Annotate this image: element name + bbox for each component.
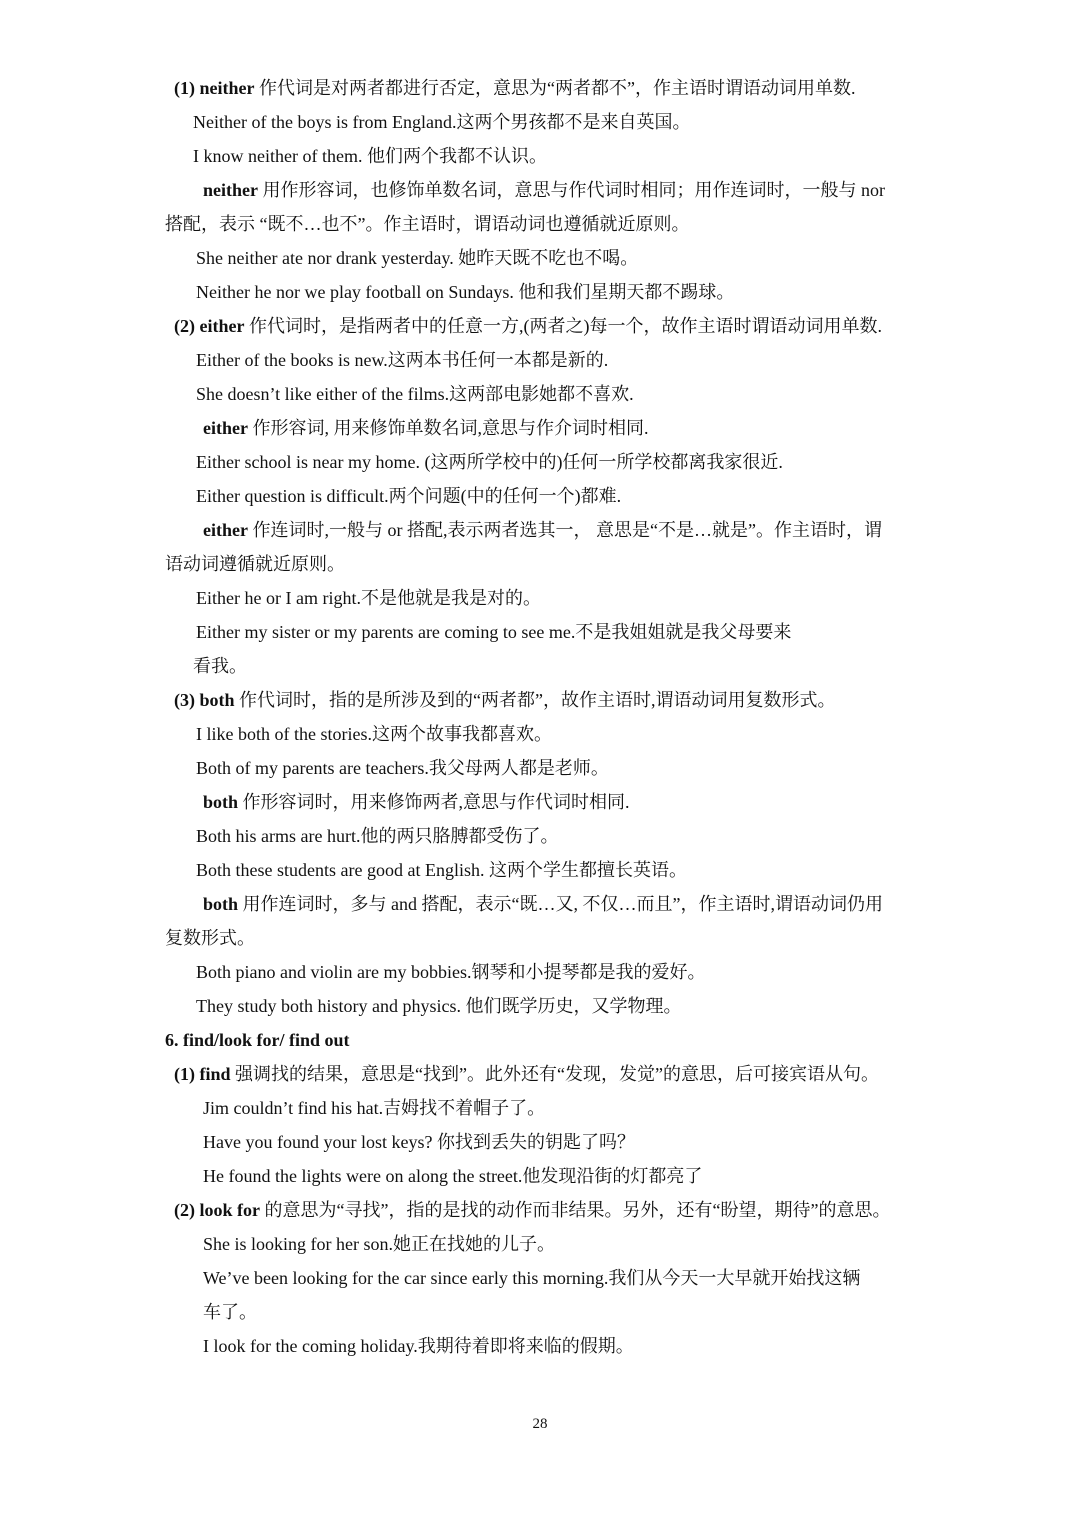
example-sentence: Neither of the boys is from England.这两个男孩都不是来自英国。 [193, 112, 691, 132]
neither-term: neither [203, 180, 258, 200]
example-sentence: They study both history and physics. 他们既学历史，又学物理。 [196, 996, 682, 1016]
rule-text: 作代词是对两者都进行否定，意思为“两者都不”，作主语时谓语动词用单数. [254, 78, 856, 98]
example-sentence: Have you found your lost keys? 你找到丢失的钥匙了吗？ [203, 1132, 635, 1152]
example-continuation: 看我。 [193, 656, 247, 676]
both-pronoun-rule [174, 688, 836, 712]
example-sentence: Both of my parents are teachers.我父母两人都是老师。 [196, 758, 609, 778]
section-heading: 6. find/look for/ find out [165, 1030, 350, 1050]
rule-text: 作形容词, 用来修饰单数名词,意思与作介词时相同. [247, 418, 649, 438]
rule-continuation: 复数形式。 [165, 928, 255, 948]
rule-text: 强调找的结果，意思是“找到”。此外还有“发现，发觉”的意思，后可接宾语从句。 [230, 1064, 879, 1084]
rule-text: 作形容词时，用来修饰两者,意思与作代词时相同. [238, 792, 630, 812]
look-for-rule [174, 1198, 890, 1222]
find-term: (1) find [174, 1064, 231, 1084]
example-sentence: She neither ate nor drank yesterday. 她昨天既不吃也不喝。 [196, 248, 639, 268]
both-term: both [203, 792, 239, 812]
both-adjective-rule [203, 790, 630, 814]
example-sentence: I look for the coming holiday.我期待着即将来临的假期。 [203, 1336, 634, 1356]
example-sentence: He found the lights were on along the street.他发现沿街的灯都亮了 [203, 1166, 703, 1186]
example-sentence: She is looking for her son.她正在找她的儿子。 [203, 1234, 555, 1254]
either-adjective-rule [203, 416, 648, 440]
either-pronoun-rule [174, 314, 882, 338]
rule-continuation: 搭配，表示 “既不…也不”。作主语时，谓语动词也遵循就近原则。 [165, 214, 690, 234]
rule-text: 作代词时，是指两者中的任意一方,(两者之)每一个，故作主语时谓语动词用单数. [244, 316, 882, 336]
example-sentence: I know neither of them. 他们两个我都不认识。 [193, 146, 547, 166]
example-sentence: Either my sister or my parents are coming to see me.不是我姐姐就是我父母要来 [196, 622, 792, 642]
page-number: 28 [532, 1416, 548, 1432]
both-conjunction-rule [203, 892, 883, 916]
example-sentence: I like both of the stories.这两个故事我都喜欢。 [196, 724, 552, 744]
rule-text: 作连词时,一般与 or 搭配,表示两者选其一， 意思是“不是…就是”。作主语时，谓 [247, 520, 882, 540]
example-sentence: She doesn’t like either of the films.这两部电影她都不喜欢. [196, 384, 634, 404]
example-sentence: Either question is difficult.两个问题(中的任何一个)都难. [196, 486, 622, 506]
rule-continuation: 语动词遵循就近原则。 [165, 554, 345, 574]
either-term: either [203, 520, 248, 540]
neither-term: (1) neither [174, 78, 255, 98]
neither-adjective-rule [203, 178, 885, 202]
rule-text: 的意思为“寻找”，指的是找的动作而非结果。另外，还有“盼望，期待”的意思。 [259, 1200, 891, 1220]
look-for-term: (2) look for [174, 1200, 260, 1220]
rule-text: 用作连词时，多与 and 搭配，表示“既…又, 不仅…而且”，作主语时,谓语动词仍用 [238, 894, 883, 914]
example-sentence: Either school is near my home. (这两所学校中的)任何一所学校都离我家很近. [196, 452, 783, 472]
example-sentence: Either he or I am right.不是他就是我是对的。 [196, 588, 541, 608]
rule-text: 用作形容词，也修饰单数名词，意思与作代词时相同；用作连词时，一般与 nor [257, 180, 885, 200]
example-sentence: Both these students are good at English. 这两个学生都擅长英语。 [196, 860, 687, 880]
both-term: both [203, 894, 239, 914]
example-sentence: Both his arms are hurt.他的两只胳膊都受伤了。 [196, 826, 559, 846]
rule-text: 作代词时，指的是所涉及到的“两者都”，故作主语时,谓语动词用复数形式。 [234, 690, 836, 710]
either-conjunction-rule [203, 518, 882, 542]
example-sentence: Either of the books is new.这两本书任何一本都是新的. [196, 350, 609, 370]
either-term: either [203, 418, 248, 438]
example-continuation: 车了。 [203, 1302, 257, 1322]
example-sentence: Both piano and violin are my bobbies.钢琴和小提琴都是我的爱好。 [196, 962, 706, 982]
example-sentence: Neither he nor we play football on Sundays. 他和我们星期天都不踢球。 [196, 282, 735, 302]
both-term: (3) both [174, 690, 235, 710]
example-sentence: We’ve been looking for the car since early this morning.我们从今天一大早就开始找这辆 [203, 1268, 861, 1288]
either-term: (2) either [174, 316, 245, 336]
neither-pronoun-rule [174, 76, 855, 100]
find-rule [174, 1062, 879, 1086]
example-sentence: Jim couldn’t find his hat.吉姆找不着帽子了。 [203, 1098, 546, 1118]
